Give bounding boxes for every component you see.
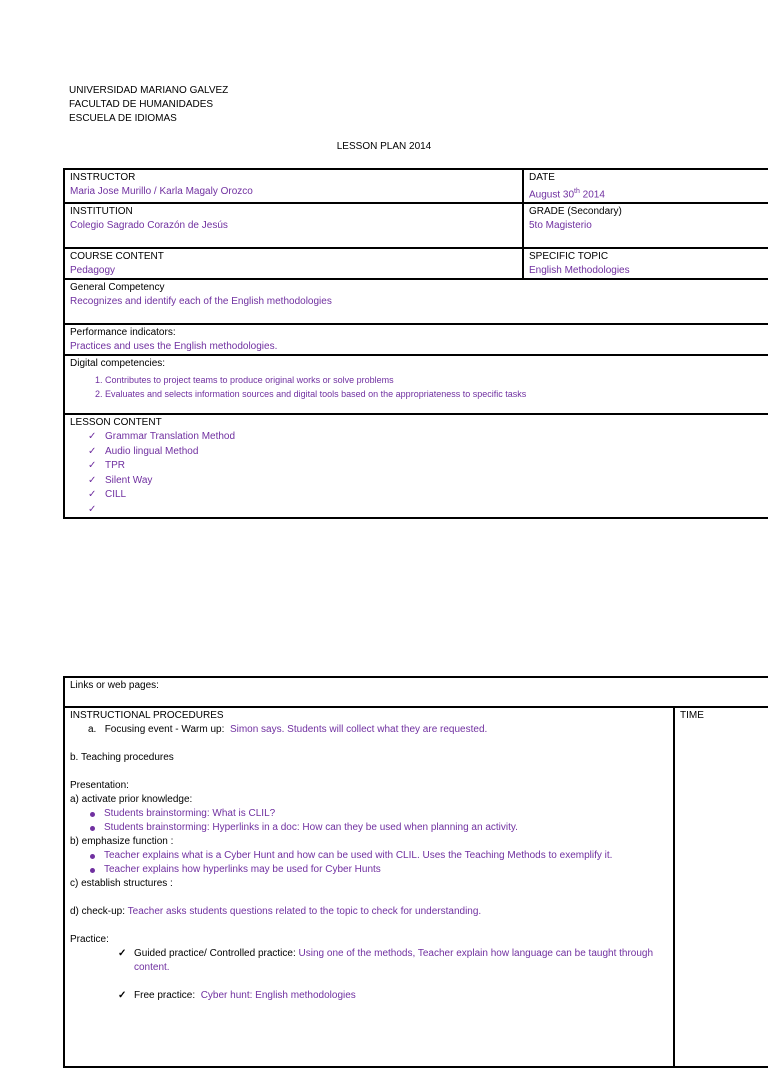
date-value-year: 2014 [579,189,605,201]
links-cell [64,677,768,707]
list-item-text: Teacher explains how hyperlinks may be used for Cyber Hunts [104,864,381,875]
free-practice-value: Cyber hunt: English methodologies [200,990,356,1001]
faculty-name: FACULTAD DE HUMANIDADES [69,99,214,110]
school-name: ESCUELA DE IDIOMAS [69,113,177,124]
bullet-icon [90,854,95,859]
focusing-event-marker: a. [88,724,97,735]
checkmark-icon: ✓ [88,431,97,443]
list-item [88,488,764,503]
digital-competencies-cell [64,355,768,414]
instructor-cell [64,169,523,203]
links-label: Links or web pages: [70,680,159,691]
checkmark-icon: ✓ [88,503,97,515]
check-up-label: d) check-up: [70,906,126,917]
instructor-value: Maria Jose Murillo / Karla Magaly Orozco [70,186,253,197]
date-value [529,185,764,202]
check-up-value: Teacher asks students questions related to the topic to check for understanding. [127,906,482,917]
list-spacer [118,975,668,989]
guided-practice-label: Guided practice/ Controlled practice: [134,948,296,959]
grade-value: 5to Magisterio [529,220,592,232]
grade-cell [523,203,768,248]
list-item [118,989,668,1003]
institution-value: Colegio Sagrado Corazón de Jesús [70,220,228,232]
specific-topic-cell [523,248,768,279]
checkmark-icon: ✓ [88,474,97,486]
instructor-label: INSTRUCTOR [70,172,136,183]
free-practice-label: Free practice: [134,990,196,1001]
list-item [88,459,764,474]
lesson-content-cell [64,414,768,518]
list-item [88,503,764,518]
list-item [88,430,764,445]
checkmark-icon: ✓ [88,460,97,472]
presentation-label: Presentation: [70,780,129,791]
practice-label: Practice: [70,934,109,945]
practice-list [70,947,668,1003]
list-item [88,849,668,863]
list-item: 2. Evaluates and selects information sources and digital tools based on the appropriateness to specific tasks [105,387,764,401]
lesson-plan-title: LESSON PLAN 2014 [336,141,432,152]
performance-indicators-cell [64,324,768,355]
activate-knowledge-list [70,807,668,835]
document-header [69,84,228,126]
emphasize-function-list [70,849,668,877]
lesson-item-text: Silent Way [105,474,153,486]
general-competency-label: General Competency [70,282,165,294]
list-item-text: Students brainstorming: What is CLIL? [104,808,276,819]
institution-label: INSTITUTION [70,206,133,218]
checkmark-icon: ✓ [118,948,127,959]
emphasize-function-label: b) emphasize function : [70,836,174,847]
lesson-item-text: Audio lingual Method [105,445,199,457]
list-item [88,863,668,877]
course-content-label: COURSE CONTENT [70,251,164,263]
list-item-text: Students brainstorming: Hyperlinks in a doc: How can they be used when planning an activity. [104,822,518,833]
list-item [88,474,764,489]
institution-cell [64,203,523,248]
course-content-cell [64,248,523,279]
bullet-icon [90,826,95,831]
focusing-event-label: Focusing event - Warm up: [104,724,225,735]
checkmark-icon: ✓ [88,445,97,457]
lesson-item-text: CILL [105,489,127,501]
date-value-main: August 30 [529,189,575,201]
activate-knowledge-label: a) activate prior knowledge: [70,794,193,805]
grade-label: GRADE (Secondary) [529,206,622,218]
general-competency-cell [64,279,768,324]
list-item [88,807,668,821]
general-competency-value: Recognizes and identify each of the English methodologies [70,296,332,308]
lesson-content-label: LESSON CONTENT [70,417,162,429]
lesson-info-table [63,168,768,519]
check-up [70,905,668,919]
instructional-procedures-label: INSTRUCTIONAL PROCEDURES [70,710,224,721]
specific-topic-value: English Methodologies [529,265,630,277]
university-name: UNIVERSIDAD MARIANO GALVEZ [69,85,229,96]
performance-indicators-label: Performance indicators: [70,327,176,339]
focusing-event [70,723,668,737]
checkmark-icon: ✓ [118,990,127,1001]
lesson-item-text: TPR [105,460,125,472]
course-content-value: Pedagogy [70,265,116,277]
instructional-procedures-cell [64,707,674,1067]
list-item: 1. Contributes to project teams to produce original works or solve problems [105,373,764,387]
teaching-procedures-label: b. Teaching procedures [70,752,174,763]
establish-structures-label: c) establish structures : [70,878,173,889]
lesson-item-text: Grammar Translation Method [105,431,236,443]
procedures-table [63,676,768,1068]
checkmark-icon: ✓ [88,489,97,501]
digital-competencies-list [70,373,764,401]
time-label: TIME [680,710,704,721]
list-item [88,445,764,460]
date-label: DATE [529,172,555,183]
list-item [88,821,668,835]
bullet-icon [90,812,95,817]
list-item [118,947,668,975]
time-cell [674,707,768,1067]
specific-topic-label: SPECIFIC TOPIC [529,251,609,263]
date-value-suffix: th [574,188,580,195]
guided-practice-value: Using one of the methods, Teacher explain how language can be taught through content. [134,948,654,973]
focusing-event-value: Simon says. Students will collect what they are requested. [229,724,488,735]
list-item-text: Teacher explains what is a Cyber Hunt and how can be used with CLIL. Uses the Teaching Methods to exemplify it. [104,850,613,861]
bullet-icon [90,868,95,873]
date-cell [523,169,768,203]
digital-competencies-label: Digital competencies: [70,358,166,370]
lesson-content-list [70,430,764,517]
performance-indicators-value: Practices and uses the English methodologies. [70,341,278,353]
